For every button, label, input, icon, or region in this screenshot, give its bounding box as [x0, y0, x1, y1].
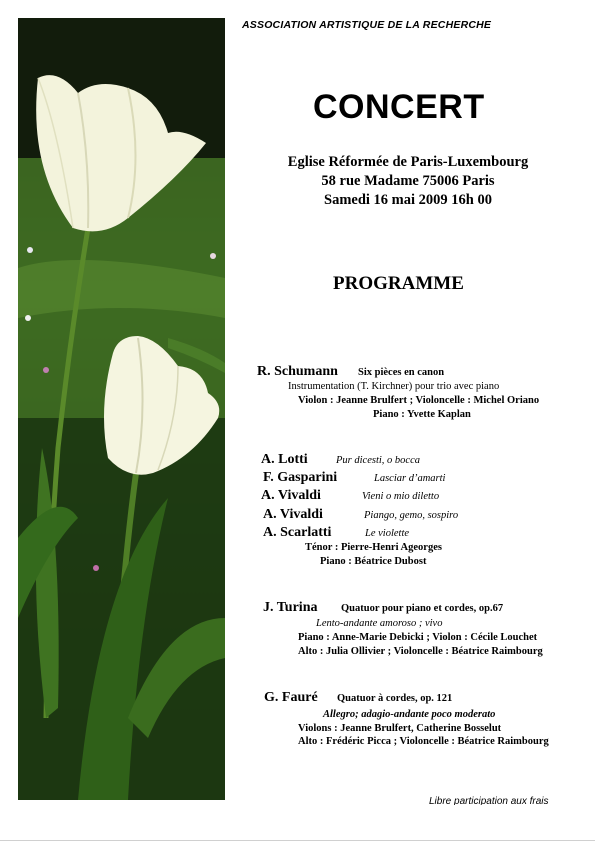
- composer-name: R. Schumann: [257, 364, 338, 379]
- composer-name: J. Turina: [263, 600, 318, 615]
- composer-name: A. Vivaldi: [263, 507, 323, 522]
- composer-name: A. Scarlatti: [263, 525, 332, 540]
- composer-name: G. Fauré: [264, 690, 318, 705]
- performers: Piano : Yvette Kaplan: [373, 409, 471, 420]
- work-title: Six pièces en canon: [358, 367, 445, 378]
- venue-address: 58 rue Madame 75006 Paris: [321, 173, 495, 189]
- performers: Ténor : Pierre-Henri Ageorges: [305, 542, 442, 553]
- tulip-photo: [18, 18, 225, 800]
- work-title: Quatuor à cordes, op. 121: [337, 693, 453, 704]
- association-name: ASSOCIATION ARTISTIQUE DE LA RECHERCHE: [242, 19, 492, 31]
- venue-date: Samedi 16 mai 2009 16h 00: [324, 192, 492, 208]
- performers: Violons : Jeanne Brulfert, Catherine Bosselut: [298, 723, 502, 734]
- tempo-markings: Lento-andante amoroso ; vivo: [316, 618, 443, 629]
- composer-name: A. Vivaldi: [261, 488, 321, 503]
- page-title: CONCERT: [313, 88, 485, 126]
- performers: Violon : Jeanne Brulfert ; Violoncelle : Michel Oriano: [298, 395, 540, 406]
- programme-heading: PROGRAMME: [333, 273, 464, 294]
- composer-name: A. Lotti: [261, 452, 308, 467]
- composer-name: F. Gasparini: [263, 470, 338, 485]
- tempo-markings: Allegro; adagio-andante poco moderato: [323, 709, 496, 720]
- work-title: Pur dicesti, o bocca: [336, 455, 420, 466]
- performers: Alto : Frédéric Picca ; Violoncelle : Béatrice Raimbourg: [298, 736, 549, 747]
- performers: Alto : Julia Ollivier ; Violoncelle : Béatrice Raimbourg: [298, 646, 543, 657]
- work-detail: Instrumentation (T. Kirchner) pour trio avec piano: [288, 381, 500, 392]
- work-title: Le violette: [365, 528, 410, 539]
- footer-note: Libre participation aux frais: [429, 796, 549, 805]
- tulip-illustration: [18, 18, 225, 800]
- page-bottom-divider: [0, 840, 595, 841]
- work-title: Vieni o mio diletto: [362, 491, 440, 502]
- work-title: Piango, gemo, sospiro: [364, 510, 459, 521]
- performers: Piano : Béatrice Dubost: [320, 556, 427, 567]
- venue-church: Eglise Réformée de Paris-Luxembourg: [287, 154, 529, 170]
- performers: Piano : Anne-Marie Debicki ; Violon : Cécile Louchet: [298, 632, 538, 643]
- work-title: Lasciar d’amarti: [374, 473, 446, 484]
- work-title: Quatuor pour piano et cordes, op.67: [341, 603, 504, 614]
- footer-clip: [429, 796, 577, 805]
